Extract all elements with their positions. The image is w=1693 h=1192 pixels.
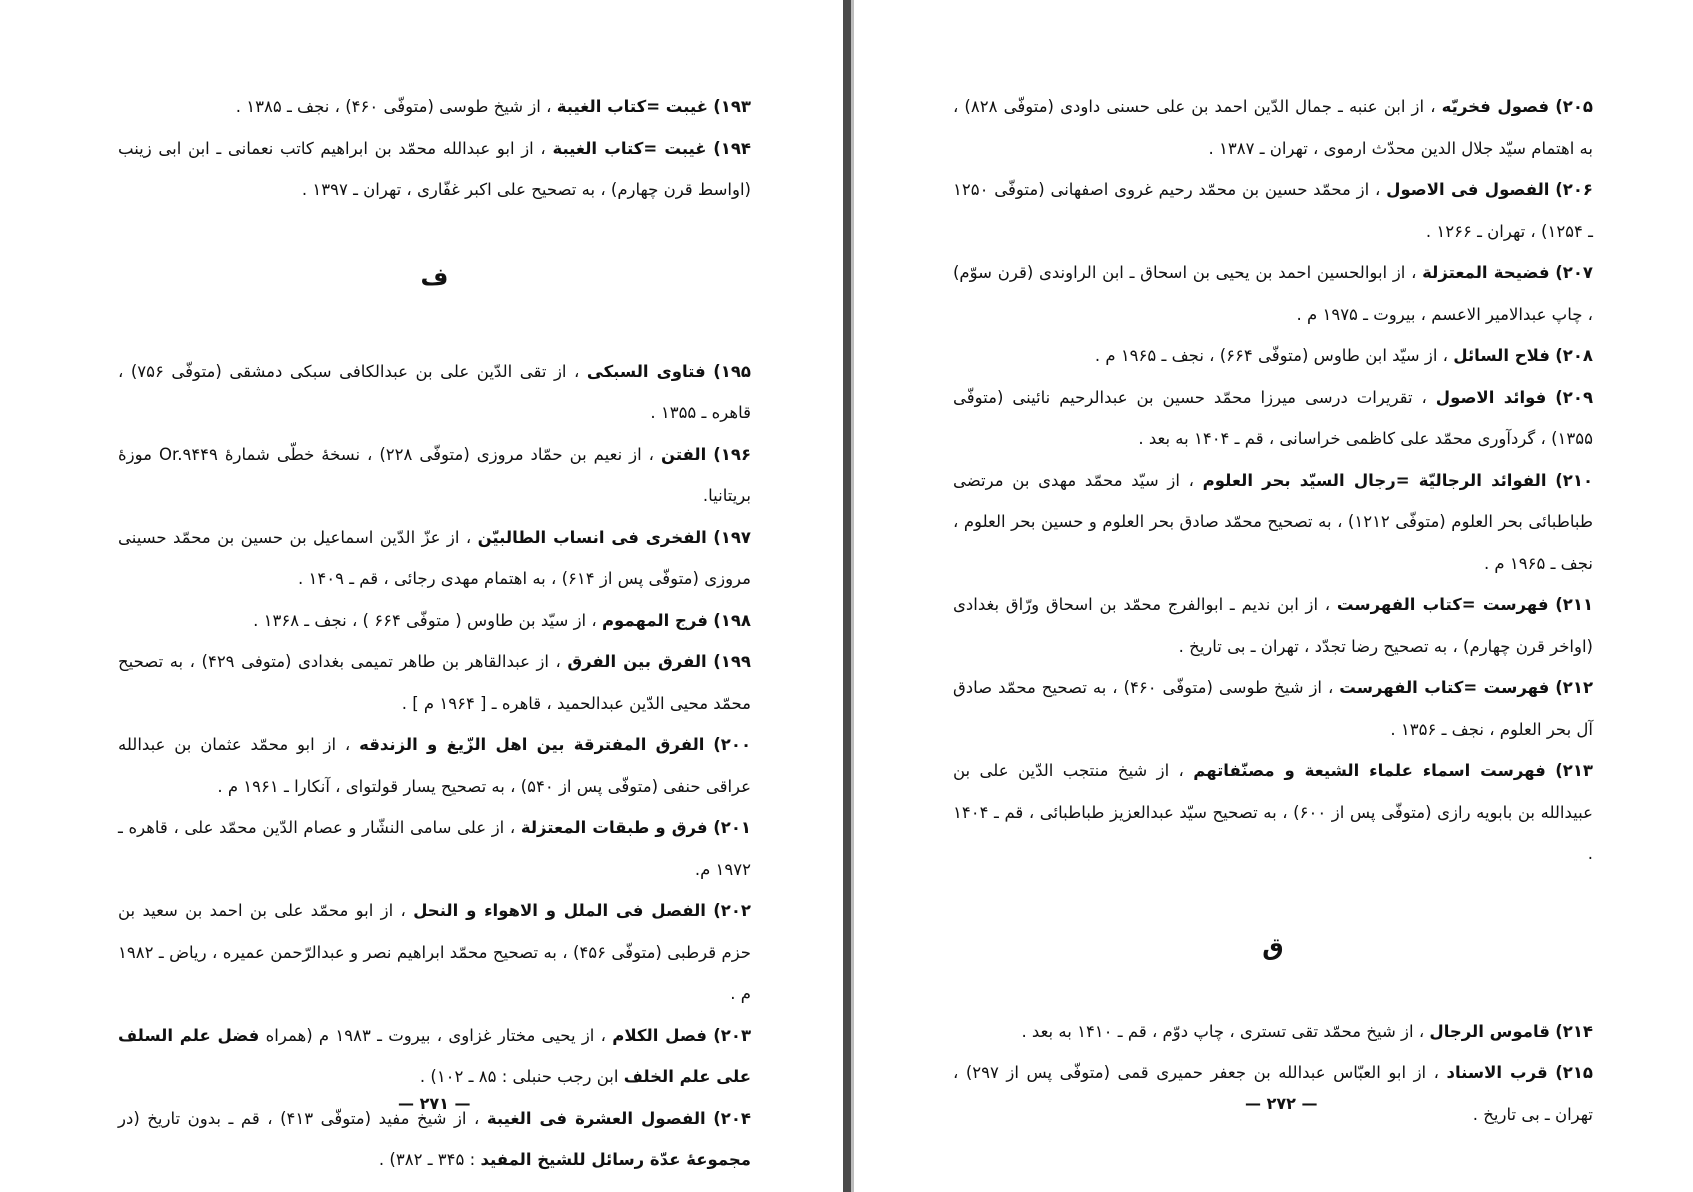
bibliography-entry <box>953 460 1593 585</box>
bibliography-entry <box>953 252 1593 335</box>
entry-number: ۱۹۵) <box>713 361 751 381</box>
bibliography-entry <box>118 641 751 724</box>
entry-related-details: ابن رجب حنبلی : ۸۵ ـ ۱۰۲) . <box>419 1067 624 1086</box>
entry-title: الفتن <box>660 444 707 464</box>
entry-title: غیبت =کتاب الغیبة <box>556 97 708 116</box>
left-page-entries <box>118 86 751 1181</box>
bibliography-entry <box>118 517 751 600</box>
entry-title: فهرست اسماء علماء الشیعة و مصنّفاتهم <box>1193 761 1546 780</box>
bibliography-entry <box>118 890 751 1015</box>
bibliography-entry <box>118 128 751 211</box>
left-page <box>0 0 843 1192</box>
entry-number: ۲۱۵) <box>1555 1063 1593 1082</box>
entry-title: فهرست =کتاب الفهرست <box>1336 595 1549 614</box>
entry-details: ، از سیّد ابن طاوس (متوفّی ۶۶۴) ، نجف ـ ۱۹۶۵ م . <box>1094 346 1454 365</box>
entry-details: ، از شیخ طوسی (متوفّی ۴۶۰) ، نجف ـ ۱۳۸۵ . <box>235 97 557 116</box>
entry-details: ، از علی سامی النشّار و عصام الدّین محمّد علی ، قاهره ـ ۱۹۷۲ م. <box>118 818 751 879</box>
entry-title: الفصول فی الاصول <box>1386 180 1550 199</box>
bibliography-entry <box>118 86 751 128</box>
entry-title: فصول فخریّه <box>1441 97 1550 116</box>
bibliography-entry <box>953 377 1593 460</box>
entry-number: ۲۰۴) <box>713 1108 751 1128</box>
entry-number: ۱۹۳) <box>713 97 751 116</box>
bibliography-entry <box>118 600 751 642</box>
bibliography-entry <box>953 1011 1593 1053</box>
bibliography-entry <box>953 584 1593 667</box>
entry-details: ، تقریرات درسی میرزا محمّد حسین بن عبدالرحیم نائینی (متوفّی ۱۳۵۵) ، گردآوری محمّد علی کاظمی خراسانی ، قم ـ ۱۴۰۴ به بعد . <box>953 387 1593 448</box>
entry-title: فصل الکلام <box>612 1025 707 1045</box>
entry-number: ۱۹۷) <box>713 527 751 547</box>
entry-details: ، از سیّد بن طاوس ( متوفّی ۶۶۴ ) ، نجف ـ ۱۳۶۸ . <box>253 610 602 630</box>
entry-title: فتاوی السبکی <box>586 361 706 381</box>
page-number: — ۲۷۲ — <box>1245 1094 1318 1113</box>
entry-number: ۲۱۴) <box>1555 1021 1593 1041</box>
entry-related-details: : ۳۴۵ ـ ۳۸۲) . <box>378 1150 481 1169</box>
entry-title: الفرق بین الفرق <box>567 652 707 671</box>
entry-title: غیبت =کتاب الغیبة <box>552 138 707 158</box>
entry-number: ۲۱۳) <box>1555 761 1593 780</box>
entry-number: ۲۰۰) <box>713 735 752 754</box>
entry-details: ، از عزّ الدّین اسماعیل بن حسین بن محمّد حسینی مروزی (متوفّی پس از ۶۱۴) ، به اهتمام مهدی رجائی ، قم ـ ۱۴۰۹ . <box>118 527 751 588</box>
entry-details: ، از ابوالحسین احمد بن یحیی بن اسحاق ـ ابن الراوندی (قرن سوّم) ، چاپ عبدالامیر الاعسم ، بیروت ـ ۱۹۷۵ م . <box>953 263 1593 324</box>
section-letter-heading: ف <box>420 262 449 291</box>
entry-title: الفرق المفترقة بین اهل الزّیغ و الزندقه <box>359 735 705 754</box>
entry-number: ۱۹۸) <box>713 610 751 630</box>
entry-title: فضیحة المعتزلة <box>1422 263 1550 282</box>
entry-details: ، از ابو محمّد علی بن احمد بن سعید بن حزم قرطبی (متوفّی ۴۵۶) ، به تصحیح محمّد ابراهیم نصر و عبدالرّحمن عمیره ، ریاض ـ ۱۹۸۲ م . <box>118 901 752 1003</box>
bibliography-entry <box>118 724 751 807</box>
entry-number: ۱۹۹) <box>713 652 751 671</box>
entry-number: ۱۹۴) <box>713 138 751 158</box>
entry-number: ۲۱۲) <box>1555 678 1594 697</box>
entry-title: قاموس الرجال <box>1429 1021 1550 1041</box>
entry-details: ، از ابن عنبه ـ جمال الدّین احمد بن علی حسنی داودی (متوفّی ۸۲۸) ، به اهتمام سیّد جلال الدین محدّث ارموی ، تهران ـ ۱۳۸۷ . <box>953 97 1593 158</box>
entry-details: ، از شیخ محمّد تقی تستری ، چاپ دوّم ، قم ـ ۱۴۱۰ به بعد . <box>1021 1021 1430 1041</box>
entry-title: فرق و طبقات المعتزلة <box>520 818 708 837</box>
entry-details: ، از ابن ندیم ـ ابوالفرج محمّد بن اسحاق ورّاق بغدادی (اواخر قرن چهارم) ، به تصحیح رضا تجدّد ، تهران ـ بی تاریخ . <box>953 595 1593 656</box>
entry-number: ۲۰۲) <box>713 901 751 920</box>
entry-title: الفصل فی الملل و الاهواء و النحل <box>413 901 706 920</box>
bibliography-entry <box>953 750 1593 875</box>
entry-number: ۱۹۶) <box>713 444 752 464</box>
bibliography-entry <box>118 434 751 517</box>
bibliography-entry <box>953 335 1593 377</box>
entry-details: ، از ابو عبدالله محمّد بن ابراهیم کاتب نعمانی ـ ابن ابی زینب (اواسط قرن چهارم) ، به تصحیح علی اکبر غفّاری ، تهران ـ ۱۳۹۷ . <box>118 138 751 199</box>
entry-title: الفخری فی انساب الطالبیّن <box>477 527 707 547</box>
entry-title: فهرست =کتاب الفهرست <box>1339 678 1550 697</box>
entry-number: ۲۰۳) <box>713 1025 752 1045</box>
bibliography-entry <box>118 807 751 890</box>
entry-details: ، از شیخ طوسی (متوفّی ۴۶۰) ، به تصحیح محمّد صادق آل بحر العلوم ، نجف ـ ۱۳۵۶ . <box>953 678 1593 739</box>
entry-number: ۲۱۱) <box>1555 595 1594 614</box>
right-page <box>851 0 1693 1192</box>
entry-details: ، از سیّد محمّد مهدی بن مرتضی طباطبائی بحر العلوم (متوفّی ۱۲۱۲) ، به تصحیح محمّد صادق بحر العلوم و حسین بحر العلوم ، نجف ـ ۱۹۶۵ م . <box>953 470 1593 573</box>
entry-title: فوائد الاصول <box>1435 387 1547 407</box>
bibliography-entry <box>953 86 1593 169</box>
entry-details: ، از یحیی مختار غزاوی ، بیروت ـ ۱۹۸۳ م (همراه <box>259 1025 613 1045</box>
right-page-entries <box>953 86 1593 1135</box>
entry-title: الفصول العشرة فی الغیبة <box>486 1108 706 1128</box>
entry-number: ۲۰۱) <box>713 818 751 837</box>
bibliography-entry <box>953 169 1593 252</box>
entry-details: ، از محمّد حسین بن محمّد رحیم غروی اصفهانی (متوفّی ۱۲۵۰ ـ ۱۲۵۴) ، تهران ـ ۱۲۶۶ . <box>953 180 1593 241</box>
entry-title: فرج المهموم <box>601 610 708 630</box>
entry-number: ۲۱۰) <box>1555 470 1594 490</box>
bibliography-entry <box>118 1015 751 1098</box>
entry-title: قرب الاسناد <box>1446 1063 1548 1082</box>
entry-number: ۲۰۹) <box>1555 387 1594 407</box>
section-letter-heading: ق <box>1262 932 1284 961</box>
entry-title: الفوائد الرجالیّة =رجال السیّد بحر العلوم <box>1202 470 1547 490</box>
entry-number: ۲۰۸) <box>1555 346 1593 365</box>
page-number: — ۲۷۱ — <box>398 1094 471 1113</box>
entry-title: فلاح السائل <box>1453 346 1550 365</box>
entry-details: ، از نعیم بن حمّاد مروزی (متوفّی ۲۲۸) ، نسخهٔ خطّی شمارهٔ Or.۹۴۴۹ موزهٔ بریتانیا. <box>118 444 751 505</box>
entry-details: ، از عبدالقاهر بن طاهر تمیمی بغدادی (متوفی ۴۲۹) ، به تصحیح محمّد محیی الدّین عبدالحمید ، قاهره ـ [ ۱۹۶۴ م ] . <box>118 652 751 713</box>
entry-details: ، از ابو محمّد عثمان بن عبدالله عراقی حنفی (متوفّی پس از ۵۴۰) ، به تصحیح یسار قولتوای ، آنکارا ـ ۱۹۶۱ م . <box>118 735 751 796</box>
bibliography-entry <box>953 667 1593 750</box>
book-gutter <box>843 0 851 1192</box>
entry-related-title: مجموعهٔ عدّة رسائل للشیخ المفید <box>480 1150 751 1169</box>
entry-details: ، از شیخ منتجب الدّین علی بن عبیدالله بن بابویه رازی (متوفّی پس از ۶۰۰) ، به تصحیح سیّد عبدالعزیز طباطبائی ، قم ـ ۱۴۰۴ . <box>953 761 1593 863</box>
entry-number: ۲۰۶) <box>1555 180 1593 199</box>
entry-related-title: فضل علم السلف علی علم الخلف <box>118 1025 751 1086</box>
entry-details: ، از تقی الدّین علی بن عبدالکافی سبکی دمشقی (متوفّی ۷۵۶) ، قاهره ـ ۱۳۵۵ . <box>118 361 751 422</box>
bibliography-entry <box>118 351 751 434</box>
entry-number: ۲۰۵) <box>1555 97 1593 116</box>
entry-details: ، از ابو العبّاس عبدالله بن جعفر حمیری قمی (متوفّی پس از ۲۹۷) ، تهران ـ بی تاریخ . <box>953 1063 1593 1124</box>
entry-number: ۲۰۷) <box>1555 263 1593 282</box>
entry-details: ، از شیخ مفید (متوفّی ۴۱۳) ، قم ـ بدون تاریخ (در <box>118 1108 487 1128</box>
